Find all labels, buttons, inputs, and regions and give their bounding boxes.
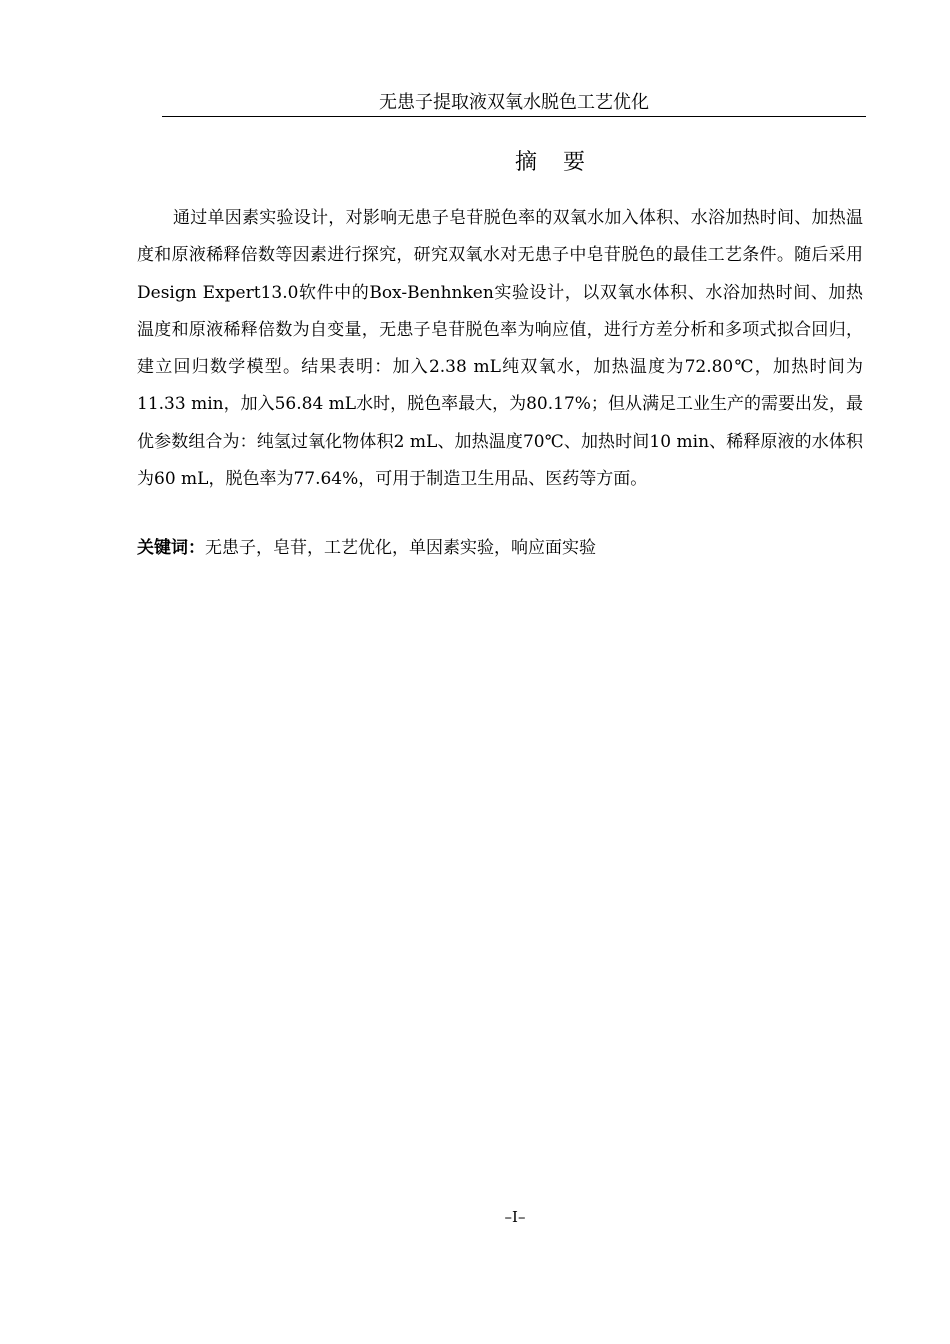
keywords-line bbox=[137, 534, 863, 562]
keywords-label: 关键词： bbox=[137, 538, 205, 558]
keywords-value: 无患子，皂苷，工艺优化，单因素实验，响应面实验 bbox=[205, 538, 596, 558]
abstract-title bbox=[0, 148, 950, 178]
page-number: –I– bbox=[504, 1208, 526, 1226]
abstract-body: 通过单因素实验设计，对影响无患子皂苷脱色率的双氧水加入体积、水浴加热时间、加热温度和原液稀释倍数等因素进行探究，研究双氧水对无患子中皂苷脱色的最佳工艺条件。随后采用Design Expert13.0软件中的Box-Benhnken实验设计，以双氧水体积、水浴加热时间、加热温度和原液稀释倍数为自变量，无患子皂苷脱色率为响应值，进行方差分析和多项式拟合回归，建立回归数学模型。结果表明：加入2.38 mL纯双氧水，加热温度为72.80℃，加热时间为11.33 min，加入56.84 mL水时，脱色率最大，为80.17%；但从满足工业生产的需要出发，最优参数组合为：纯氢过氧化物体积2 mL、加热温度70℃、加热时间10 min、稀释原液的水体积为60 mL，脱色率为77.64%，可用于制造卫生用品、医药等方面。 bbox=[137, 208, 863, 490]
abstract-title-char-1: 摘 bbox=[514, 150, 537, 175]
running-header: 无患子提取液双氧水脱色工艺优化 bbox=[379, 92, 649, 113]
abstract-title-char-2: 要 bbox=[563, 150, 586, 175]
header-divider bbox=[162, 116, 866, 117]
